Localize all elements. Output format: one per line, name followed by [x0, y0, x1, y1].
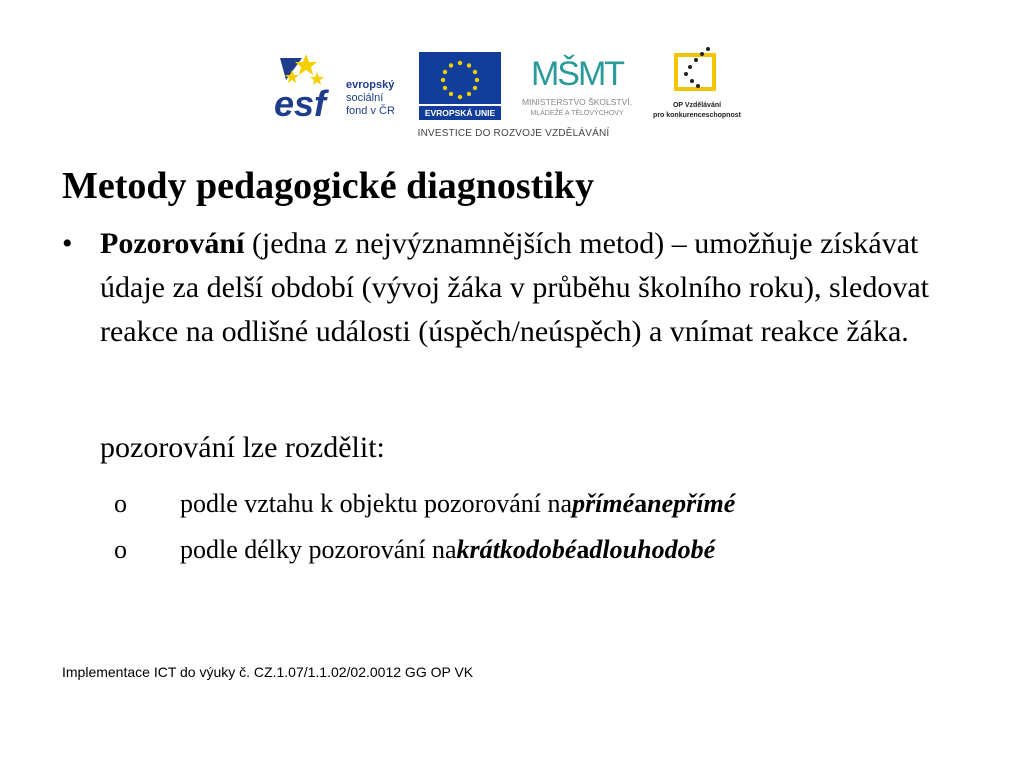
- sub-bullet-icon: o: [114, 489, 127, 518]
- svg-text:EVROPSKÁ UNIE: EVROPSKÁ UNIE: [424, 108, 496, 118]
- msmt-logo: [506, 45, 648, 122]
- svg-text:OP Vzdělávání: OP Vzdělávání: [672, 102, 722, 109]
- star-icon: [295, 54, 317, 75]
- sub-item-term: krátkodobé: [456, 535, 577, 564]
- svg-text:fond v ČR: fond v ČR: [346, 105, 395, 117]
- sub-item: [114, 532, 715, 568]
- esf-brand: esf: [274, 83, 327, 122]
- sub-item-text: podle vztahu k objektu pozorování na: [180, 489, 573, 518]
- investment-banner-text: INVESTICE DO ROZVOJE VZDĚLÁVÁNÍ: [417, 128, 610, 139]
- sub-item: [114, 486, 735, 522]
- sub-bullet-icon: o: [114, 535, 127, 564]
- division-intro: pozorování lze rozdělit:: [100, 431, 385, 464]
- esf-logo: [272, 50, 412, 122]
- sub-item-conj: a: [634, 489, 648, 518]
- op-vzdelavani-logo: [650, 45, 745, 122]
- sub-item-conj: a: [576, 535, 590, 564]
- sub-item-term: dlouhodobé: [589, 535, 716, 564]
- logo-bar: [0, 0, 1024, 150]
- slide-title: Metody pedagogické diagnostiky: [62, 165, 595, 207]
- sub-item-term: nepřímé: [647, 489, 736, 518]
- svg-text:evropský: evropský: [346, 79, 395, 91]
- sub-item-term: přímé: [572, 489, 635, 518]
- eu-flag-logo: [417, 50, 503, 122]
- main-bullet: [62, 222, 962, 354]
- investment-banner: [0, 128, 1024, 139]
- svg-text:MLÁDEŽE A TĚLOVÝCHOVY: MLÁDEŽE A TĚLOVÝCHOVY: [530, 110, 624, 117]
- bullet-term: Pozorování: [100, 227, 245, 260]
- footer-text: Implementace ICT do výuky č. CZ.1.07/1.1.02/02.0012 GG OP VK: [62, 664, 474, 680]
- svg-text:pro konkurenceschopnost: pro konkurenceschopnost: [653, 112, 741, 119]
- svg-text:MŠMT: MŠMT: [530, 55, 624, 93]
- sub-item-text: podle délky pozorování na: [180, 535, 457, 564]
- bullet-icon: •: [62, 227, 73, 260]
- svg-text:MINISTERSTVO ŠKOLSTVÍ,: MINISTERSTVO ŠKOLSTVÍ,: [521, 97, 633, 107]
- svg-text:sociální: sociální: [346, 92, 384, 104]
- bullet-text: [100, 222, 962, 354]
- bullet-body: (jedna z nejvýznamnějších metod) – umožňuje získávat údaje za delší období (vývoj žáka v průběhu školního roku), sledovat reakce na odlišné události (úspěch/neúspěch) a vnímat reakce žáka.: [100, 227, 929, 348]
